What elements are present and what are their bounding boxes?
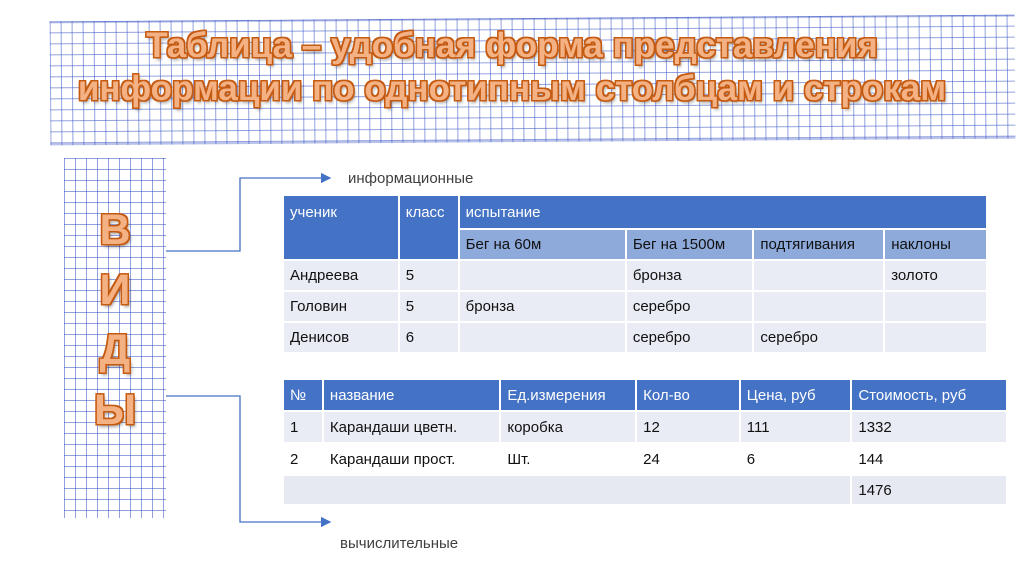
title-line-2: информации по однотипным столбцам и строкам bbox=[77, 69, 947, 108]
subheader-run-1500: Бег на 1500м bbox=[626, 229, 754, 260]
header-class: класс bbox=[399, 195, 459, 260]
table-row bbox=[283, 411, 1007, 443]
table-row bbox=[283, 260, 987, 291]
table-cell bbox=[753, 291, 884, 322]
subheader-bends: наклоны bbox=[884, 229, 987, 260]
table-cell: Головин bbox=[283, 291, 399, 322]
table-cell: бронза bbox=[459, 291, 626, 322]
table-cell: 5 bbox=[399, 260, 459, 291]
table-cell: Карандаши цветн. bbox=[323, 411, 500, 443]
table-cell: Андреева bbox=[283, 260, 399, 291]
title-line-1: Таблица – удобная форма представления bbox=[146, 26, 878, 65]
header-number: № bbox=[283, 379, 323, 411]
types-letter: И bbox=[99, 266, 131, 314]
header-test: испытание bbox=[459, 195, 987, 229]
table-cell: коробка bbox=[500, 411, 636, 443]
header-cost: Стоимость, руб bbox=[851, 379, 1007, 411]
table-cell bbox=[459, 260, 626, 291]
table-cell: 12 bbox=[636, 411, 740, 443]
types-letter: Д bbox=[99, 326, 131, 374]
table-cell: 5 bbox=[399, 291, 459, 322]
header-price: Цена, руб bbox=[740, 379, 852, 411]
types-letter: В bbox=[99, 206, 131, 254]
table-cell: 144 bbox=[851, 443, 1007, 475]
header-name: название bbox=[323, 379, 500, 411]
table-row bbox=[283, 322, 987, 353]
table-cell: 111 bbox=[740, 411, 852, 443]
table-cell: серебро bbox=[753, 322, 884, 353]
header-unit: Ед.измерения bbox=[500, 379, 636, 411]
caption-informational: информационные bbox=[348, 170, 474, 187]
table-cell bbox=[884, 291, 987, 322]
caption-computational: вычислительные bbox=[340, 535, 459, 552]
table-cell: серебро bbox=[626, 322, 754, 353]
table-cell: 2 bbox=[283, 443, 323, 475]
total-cell: 1476 bbox=[851, 475, 1007, 505]
table-cell: 1332 bbox=[851, 411, 1007, 443]
table-cell bbox=[884, 322, 987, 353]
table-cell: 24 bbox=[636, 443, 740, 475]
table-row bbox=[283, 291, 987, 322]
table-header-row bbox=[283, 379, 1007, 411]
table-cell bbox=[459, 322, 626, 353]
total-spacer-cell bbox=[283, 475, 851, 505]
total-row bbox=[283, 475, 1007, 505]
table-cell: 6 bbox=[399, 322, 459, 353]
table-cell: Карандаши прост. bbox=[323, 443, 500, 475]
header-student: ученик bbox=[283, 195, 399, 260]
table-cell: Денисов bbox=[283, 322, 399, 353]
table-cell: золото bbox=[884, 260, 987, 291]
table-cell: серебро bbox=[626, 291, 754, 322]
informational-table bbox=[282, 194, 988, 354]
table-cell: бронза bbox=[626, 260, 754, 291]
subheader-pullups: подтягивания bbox=[753, 229, 884, 260]
subheader-run-60: Бег на 60м bbox=[459, 229, 626, 260]
computational-table bbox=[282, 378, 1008, 506]
table-cell: 6 bbox=[740, 443, 852, 475]
table-cell: Шт. bbox=[500, 443, 636, 475]
table-cell: 1 bbox=[283, 411, 323, 443]
header-quantity: Кол-во bbox=[636, 379, 740, 411]
table-row bbox=[283, 443, 1007, 475]
types-letter: Ы bbox=[93, 386, 137, 434]
table-cell bbox=[753, 260, 884, 291]
